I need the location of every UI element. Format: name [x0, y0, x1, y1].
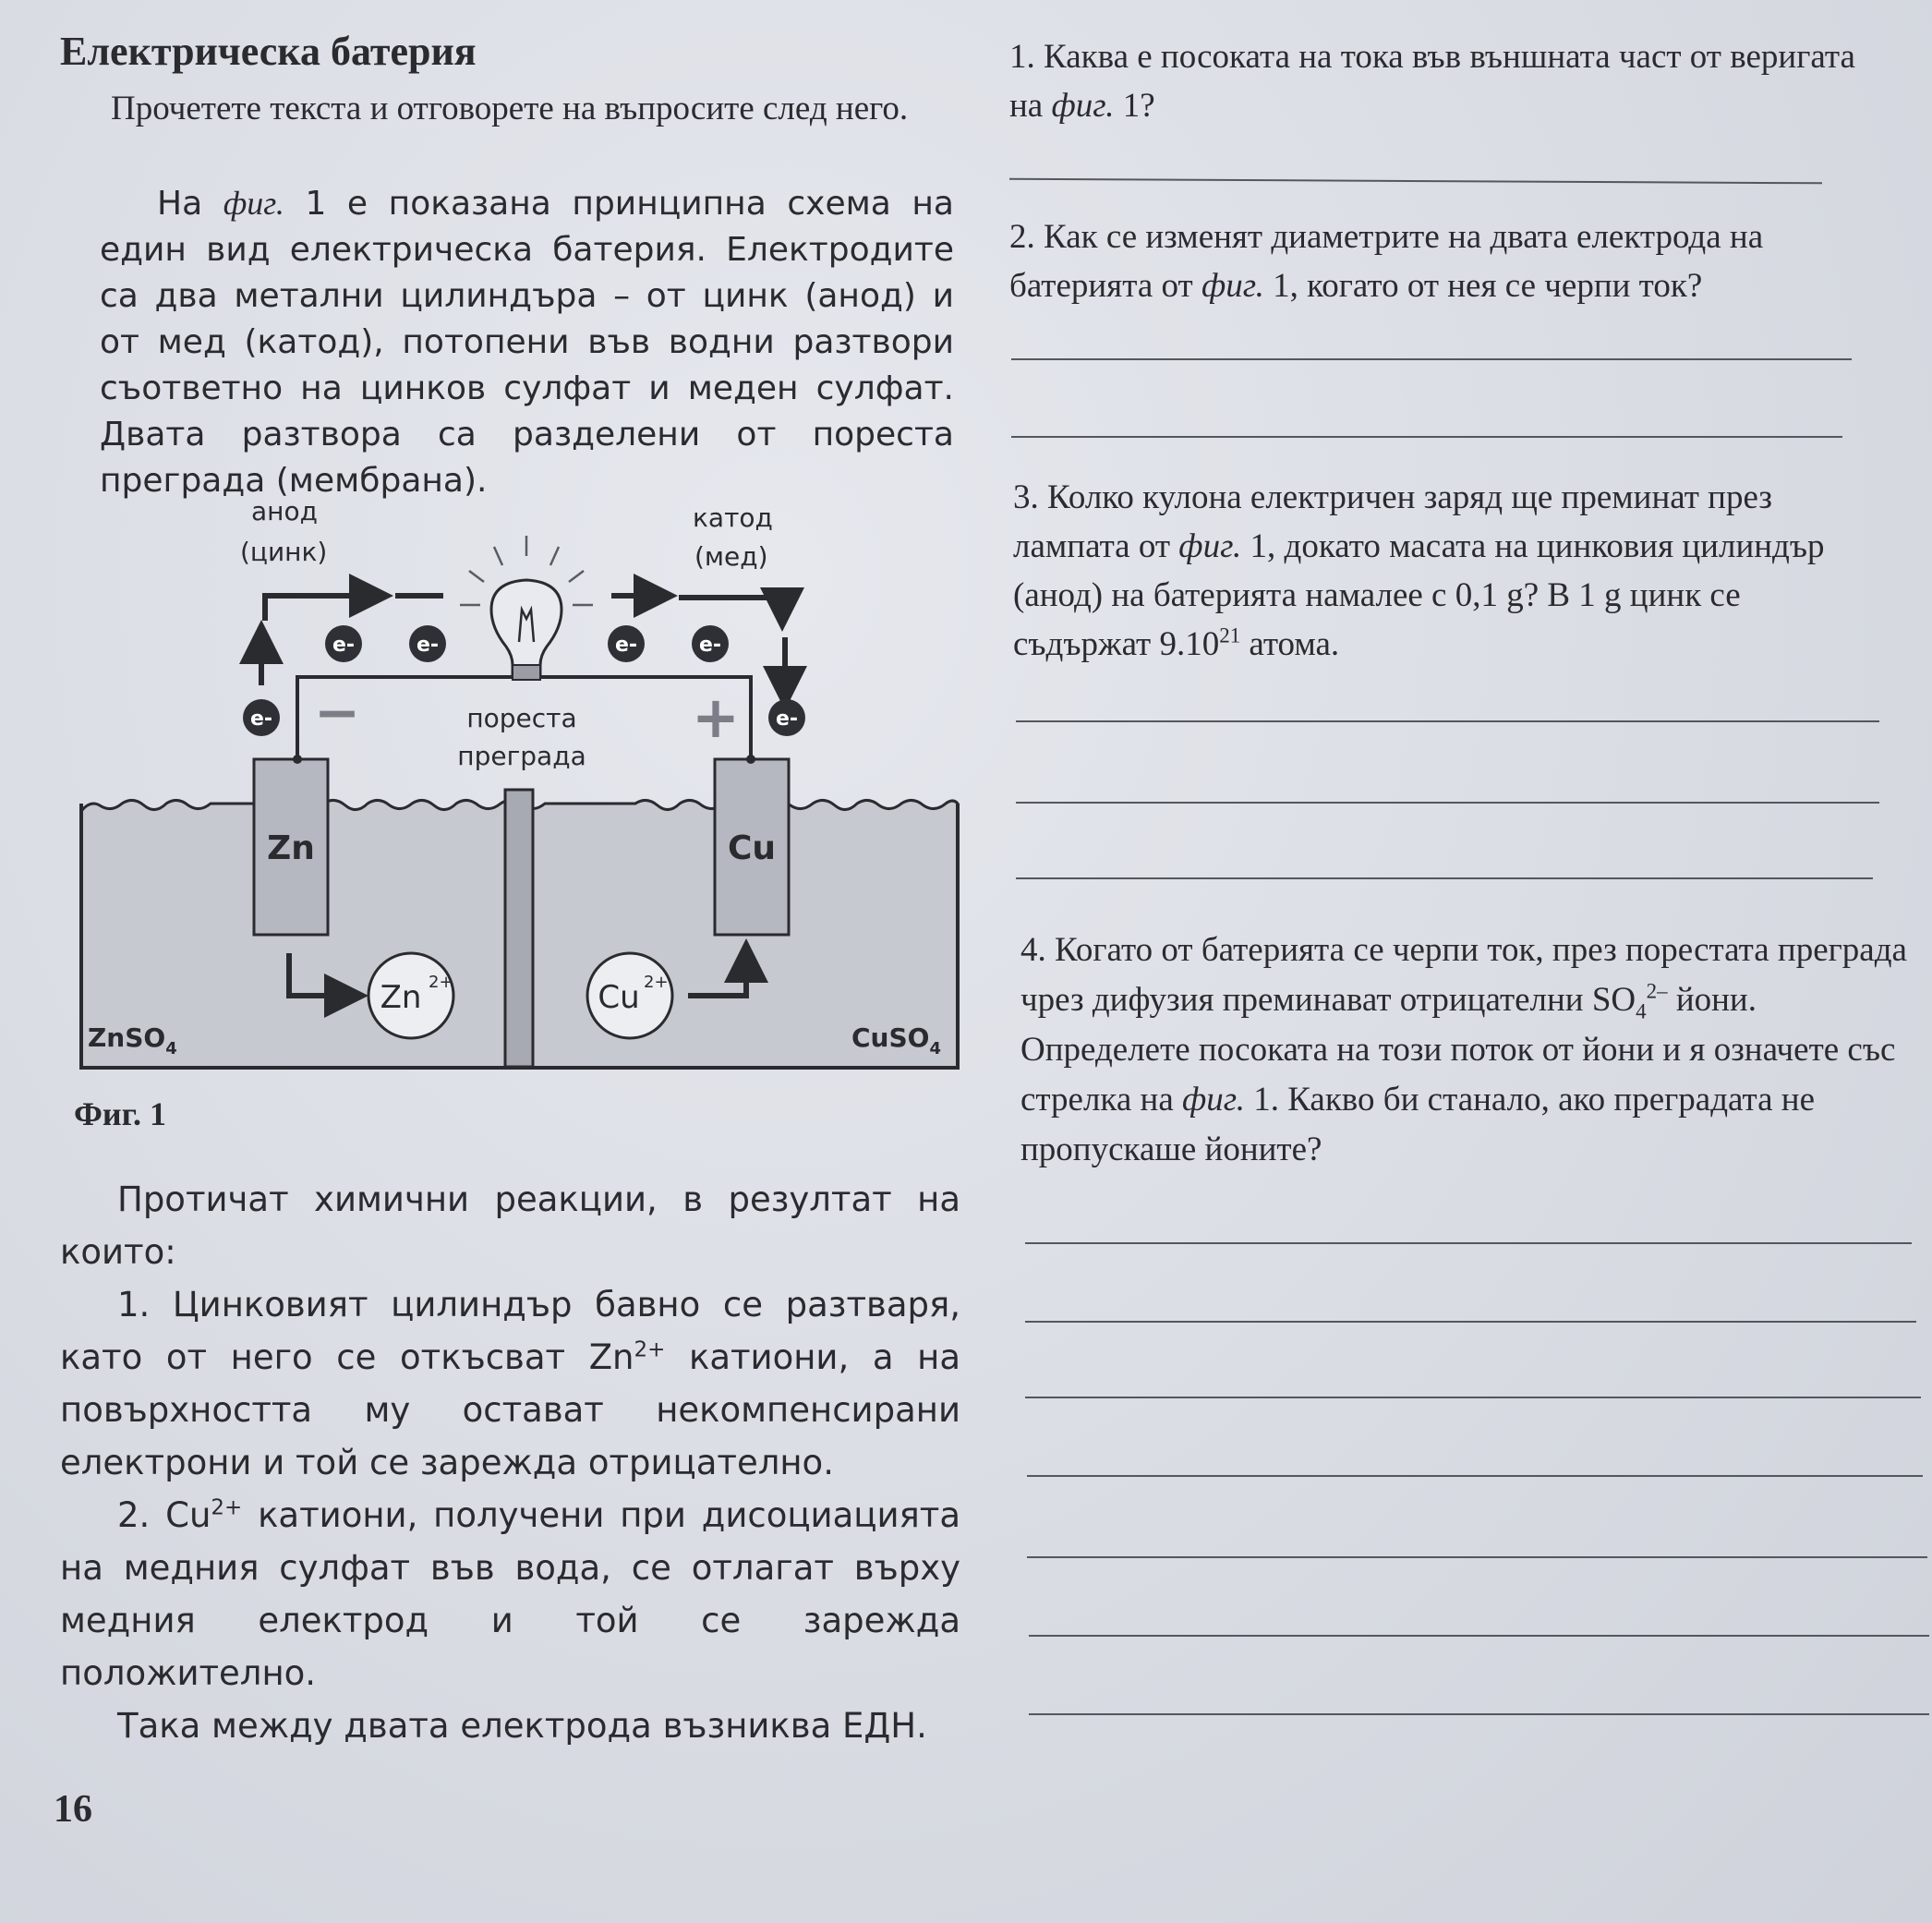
question-3: 3. Колко кулона електричен заряд ще преминат през лампата от фиг. 1, докато масата на цинковия цилиндър (анод) на батерията намалее с 0,1 g? В 1 g цинк се съдържат 9.10$^{21}$ атома. — [1013, 478, 1825, 663]
anode-sublabel: (цинк) — [240, 537, 328, 567]
reactions-conclusion: Така между двата електрода възниква ЕДН. — [117, 1706, 927, 1746]
cu-ion — [587, 953, 672, 1038]
electron-flow-arrow-right-1 — [265, 596, 371, 621]
instructions: Прочетете текста и отговорете на въпросите след него. — [111, 90, 909, 127]
porous-membrane — [505, 790, 533, 1067]
negative-sign: − — [313, 681, 361, 745]
cu-electrode-label: Cu — [727, 829, 777, 867]
answer-line[interactable] — [1011, 436, 1842, 438]
light-bulb-icon — [460, 536, 593, 680]
svg-text:e-: e- — [614, 634, 638, 657]
cuso4-label: CuSO$_4$ — [851, 1022, 941, 1058]
zn-electrode-label: Zn — [267, 829, 315, 867]
znso4-label: ZnSO$_4$ — [88, 1022, 177, 1058]
page-title: Електрическа батерия — [60, 29, 477, 74]
question-1: 1. Каква е посоката на тока във външната част от веригата на фиг. 1? — [1009, 38, 1855, 125]
figure-caption: Фиг. 1 — [74, 1095, 166, 1132]
question-4: 4. Когато от батерията се черпи ток, през порестата преграда чрез дифузия преминават отрицателни $SO_4^{2-}$ йони. Определете посоката на този поток от йони и я означете със стрелка на фиг. 1. Какво би станало, ако преградата не пропускаше йоните? — [1020, 931, 1907, 1168]
svg-text:2+: 2+ — [644, 973, 669, 992]
answer-line[interactable] — [1025, 1242, 1912, 1244]
answer-line[interactable] — [1025, 1321, 1916, 1323]
answer-line[interactable] — [1011, 358, 1852, 360]
answer-line[interactable] — [1016, 802, 1879, 804]
cathode-label: катод — [693, 502, 773, 533]
figure-reference: фиг. — [223, 185, 284, 222]
svg-text:e-: e- — [332, 634, 356, 657]
svg-text:Cu: Cu — [598, 979, 640, 1016]
answer-line[interactable] — [1009, 178, 1822, 185]
membrane-label-2: преграда — [457, 741, 586, 771]
reaction-item-1: 1. Цинковият цилиндър бавно се разтваря, като от него се откъсват $Zn^{2+}$ катиони, а на повърхността му остават некомпенсирани електрони и той се зарежда отрицателно. — [60, 1285, 961, 1482]
answer-line[interactable] — [1025, 1397, 1921, 1398]
intro-paragraph — [100, 180, 954, 504]
answer-line[interactable] — [1027, 1556, 1927, 1558]
positive-sign: + — [692, 683, 740, 751]
svg-text:e-: e- — [416, 634, 440, 657]
membrane-label-1: пореста — [466, 703, 577, 733]
zn-ion — [368, 953, 453, 1038]
question-2: 2. Как се изменят диаметрите на двата електрода на батерията от фиг. 1, когато от нея се черпи ток? — [1009, 218, 1764, 305]
svg-text:2+: 2+ — [429, 973, 453, 992]
answer-line[interactable] — [1029, 1713, 1929, 1715]
answer-line[interactable] — [1016, 877, 1873, 879]
galvanic-cell-diagram — [74, 480, 965, 1081]
reactions-text — [60, 1173, 960, 1752]
answer-line[interactable] — [1016, 720, 1879, 722]
svg-text:e-: e- — [775, 708, 799, 731]
answer-line[interactable] — [1029, 1635, 1929, 1637]
intro-text-rest: 1 е показана принципна схема на един вид електрическа батерия. Електродите са два метални цилиндъра – от цинк (анод) и от мед (катод), потопени във водни разтвори съответно на цинков сулфат и меден сулфат. Двата разтвора са разделени от пореста преграда (мембрана). — [100, 185, 954, 500]
reactions-lead: Протичат химични реакции, в резултат на които: — [60, 1179, 960, 1272]
answer-line[interactable] — [1027, 1475, 1923, 1477]
anode-label: анод — [251, 496, 318, 526]
svg-text:e-: e- — [698, 634, 722, 657]
reaction-item-2: 2. $Cu^{2+}$ катиони, получени при дисоциацията на медния сулфат във вода, се отлагат върху медния електрод и той се зарежда положително. — [60, 1495, 960, 1693]
svg-text:Zn: Zn — [380, 979, 422, 1016]
cathode-sublabel: (мед) — [694, 541, 768, 572]
intro-text-start: На — [157, 185, 223, 223]
svg-text:e-: e- — [249, 708, 273, 731]
page-number: 16 — [54, 1788, 92, 1831]
electron-flow-arrow-down — [679, 598, 782, 610]
